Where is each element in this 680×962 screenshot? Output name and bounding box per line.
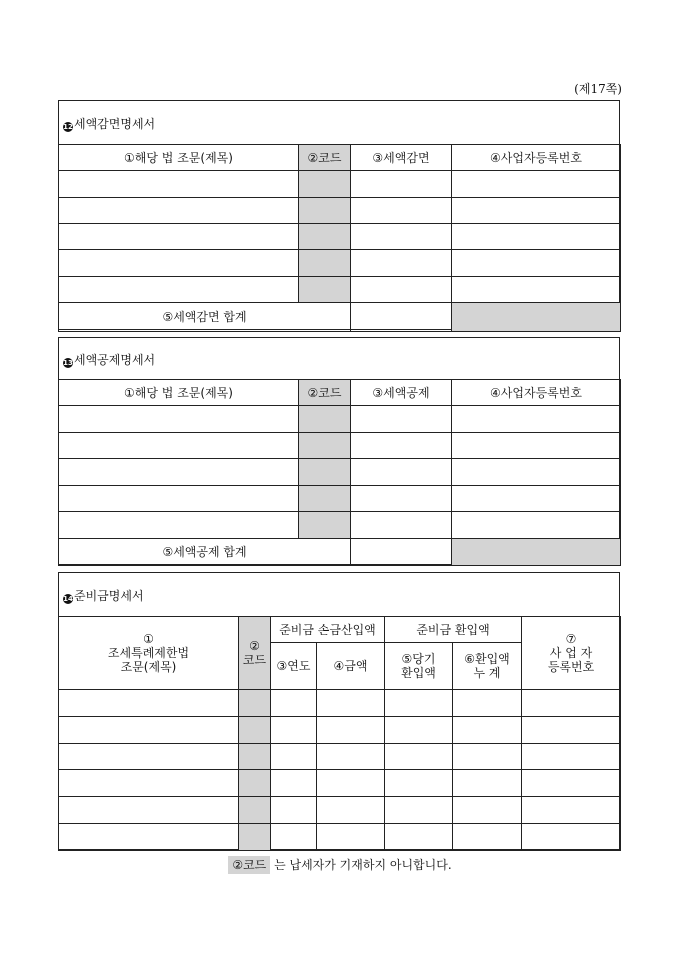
table-row [59, 198, 621, 224]
law-cell[interactable] [59, 433, 299, 459]
cumulative-return-cell[interactable] [453, 770, 522, 797]
law-cell[interactable] [59, 250, 299, 277]
tax-credit-table [58, 379, 621, 566]
total-label: ⑤세액공제 합계 [59, 539, 351, 566]
amount-cell[interactable] [317, 770, 385, 797]
business-number-cell[interactable] [452, 250, 621, 277]
table-row [59, 433, 621, 459]
header-law-article: ① 조세특례제한법 조문(제목) [59, 617, 239, 690]
circled-number-icon: 13 [63, 359, 73, 367]
amount-cell[interactable] [351, 433, 452, 459]
amount-cell[interactable] [351, 171, 452, 198]
year-cell[interactable] [271, 717, 317, 744]
header-law-article: ①해당 법 조문(제목) [59, 380, 299, 406]
business-number-cell[interactable] [522, 690, 621, 717]
tax-credit-section [58, 337, 620, 565]
cumulative-return-cell[interactable] [453, 744, 522, 770]
law-cell[interactable] [59, 717, 239, 744]
cumulative-return-cell[interactable] [453, 824, 522, 851]
header-business-number: ④사업자등록번호 [452, 380, 621, 406]
header-reserve-added: 준비금 손금산입액 [271, 617, 385, 643]
law-cell[interactable] [59, 486, 299, 512]
table-row [59, 406, 621, 433]
code-cell [299, 486, 351, 512]
current-return-cell[interactable] [385, 824, 453, 851]
current-return-cell[interactable] [385, 797, 453, 824]
total-label: ⑤세액감면 합계 [59, 303, 351, 332]
current-return-cell[interactable] [385, 717, 453, 744]
header-year: ③연도 [271, 643, 317, 690]
code-cell [299, 459, 351, 486]
section-title: 13세액공제명세서 [63, 353, 156, 367]
law-cell[interactable] [59, 198, 299, 224]
code-cell [299, 512, 351, 539]
business-number-cell[interactable] [452, 406, 621, 433]
amount-cell[interactable] [351, 198, 452, 224]
law-cell[interactable] [59, 171, 299, 198]
header-business-number: ④사업자등록번호 [452, 145, 621, 171]
business-number-cell[interactable] [522, 824, 621, 851]
total-amount-cell[interactable] [351, 303, 452, 332]
code-cell [299, 433, 351, 459]
header-credit: ③세액공제 [351, 380, 452, 406]
footer-note [0, 856, 680, 873]
table-row [59, 717, 621, 744]
amount-cell[interactable] [317, 824, 385, 851]
footer-note-text: 는 납세자가 기재하지 아니합니다. [270, 858, 452, 872]
year-cell[interactable] [271, 690, 317, 717]
business-number-cell[interactable] [452, 171, 621, 198]
table-row [59, 486, 621, 512]
law-cell[interactable] [59, 770, 239, 797]
total-amount-cell[interactable] [351, 539, 452, 566]
amount-cell[interactable] [351, 406, 452, 433]
code-highlight: ②코드 [228, 856, 270, 874]
table-row [59, 824, 621, 851]
business-number-cell[interactable] [522, 744, 621, 770]
code-cell [239, 797, 271, 824]
table-row [59, 797, 621, 824]
tax-reduction-table [58, 144, 621, 332]
reserve-section [58, 572, 620, 850]
tax-reduction-section [58, 100, 620, 330]
law-cell[interactable] [59, 224, 299, 250]
header-business-number: ⑦ 사 업 자 등록번호 [522, 617, 621, 690]
table-row [59, 459, 621, 486]
business-number-cell[interactable] [452, 198, 621, 224]
header-code: ②코드 [299, 380, 351, 406]
code-cell [239, 690, 271, 717]
header-code: ②코드 [299, 145, 351, 171]
total-shaded-cell [452, 303, 621, 332]
header-current-return: ⑤당기 환입액 [385, 643, 453, 690]
circled-number-icon: 12 [63, 123, 73, 131]
code-cell [299, 250, 351, 277]
total-shaded-cell [452, 539, 621, 566]
law-cell[interactable] [59, 797, 239, 824]
code-cell [239, 717, 271, 744]
year-cell[interactable] [271, 770, 317, 797]
amount-cell[interactable] [351, 224, 452, 250]
header-reduction: ③세액감면 [351, 145, 452, 171]
code-cell [239, 770, 271, 797]
circled-number-icon: 14 [63, 595, 73, 603]
table-row [59, 744, 621, 770]
amount-cell[interactable] [351, 250, 452, 277]
code-cell [299, 224, 351, 250]
header-code: ② 코드 [239, 617, 271, 690]
law-cell[interactable] [59, 824, 239, 851]
business-number-cell[interactable] [522, 797, 621, 824]
law-cell[interactable] [59, 277, 299, 303]
amount-cell[interactable] [317, 717, 385, 744]
table-row [59, 690, 621, 717]
reserve-table [58, 616, 621, 851]
law-cell[interactable] [59, 512, 299, 539]
amount-cell[interactable] [317, 690, 385, 717]
amount-cell[interactable] [351, 486, 452, 512]
cumulative-return-cell[interactable] [453, 717, 522, 744]
total-row [59, 539, 621, 566]
code-cell [299, 171, 351, 198]
table-row [59, 770, 621, 797]
header-amount: ④금액 [317, 643, 385, 690]
table-row [59, 224, 621, 250]
code-cell [299, 406, 351, 433]
law-cell[interactable] [59, 406, 299, 433]
business-number-cell[interactable] [522, 770, 621, 797]
amount-cell[interactable] [351, 459, 452, 486]
year-cell[interactable] [271, 744, 317, 770]
business-number-cell[interactable] [452, 277, 621, 303]
year-cell[interactable] [271, 797, 317, 824]
amount-cell[interactable] [351, 512, 452, 539]
current-return-cell[interactable] [385, 770, 453, 797]
table-row [59, 512, 621, 539]
header-reserve-returned: 준비금 환입액 [385, 617, 522, 643]
law-cell[interactable] [59, 744, 239, 770]
section-title: 12세액감면명세서 [63, 117, 156, 131]
current-return-cell[interactable] [385, 690, 453, 717]
business-number-cell[interactable] [452, 459, 621, 486]
amount-cell[interactable] [317, 744, 385, 770]
table-row [59, 250, 621, 277]
amount-cell[interactable] [351, 277, 452, 303]
business-number-cell[interactable] [452, 224, 621, 250]
header-law-article: ①해당 법 조문(제목) [59, 145, 299, 171]
code-cell [299, 277, 351, 303]
code-cell [299, 198, 351, 224]
header-cumulative-return: ⑥환입액 누 계 [453, 643, 522, 690]
cumulative-return-cell[interactable] [453, 690, 522, 717]
section-title: 14준비금명세서 [63, 589, 144, 603]
page-number: (제17쪽) [574, 82, 622, 96]
law-cell[interactable] [59, 459, 299, 486]
business-number-cell[interactable] [452, 433, 621, 459]
cumulative-return-cell[interactable] [453, 797, 522, 824]
business-number-cell[interactable] [522, 717, 621, 744]
business-number-cell[interactable] [452, 512, 621, 539]
current-return-cell[interactable] [385, 744, 453, 770]
total-row [59, 303, 621, 332]
code-cell [239, 824, 271, 851]
table-header-row [59, 617, 621, 643]
year-cell[interactable] [271, 824, 317, 851]
table-row [59, 171, 621, 198]
table-header-row [59, 380, 621, 406]
business-number-cell[interactable] [452, 486, 621, 512]
table-header-row [59, 145, 621, 171]
amount-cell[interactable] [317, 797, 385, 824]
code-cell [239, 744, 271, 770]
law-cell[interactable] [59, 690, 239, 717]
table-row [59, 277, 621, 303]
